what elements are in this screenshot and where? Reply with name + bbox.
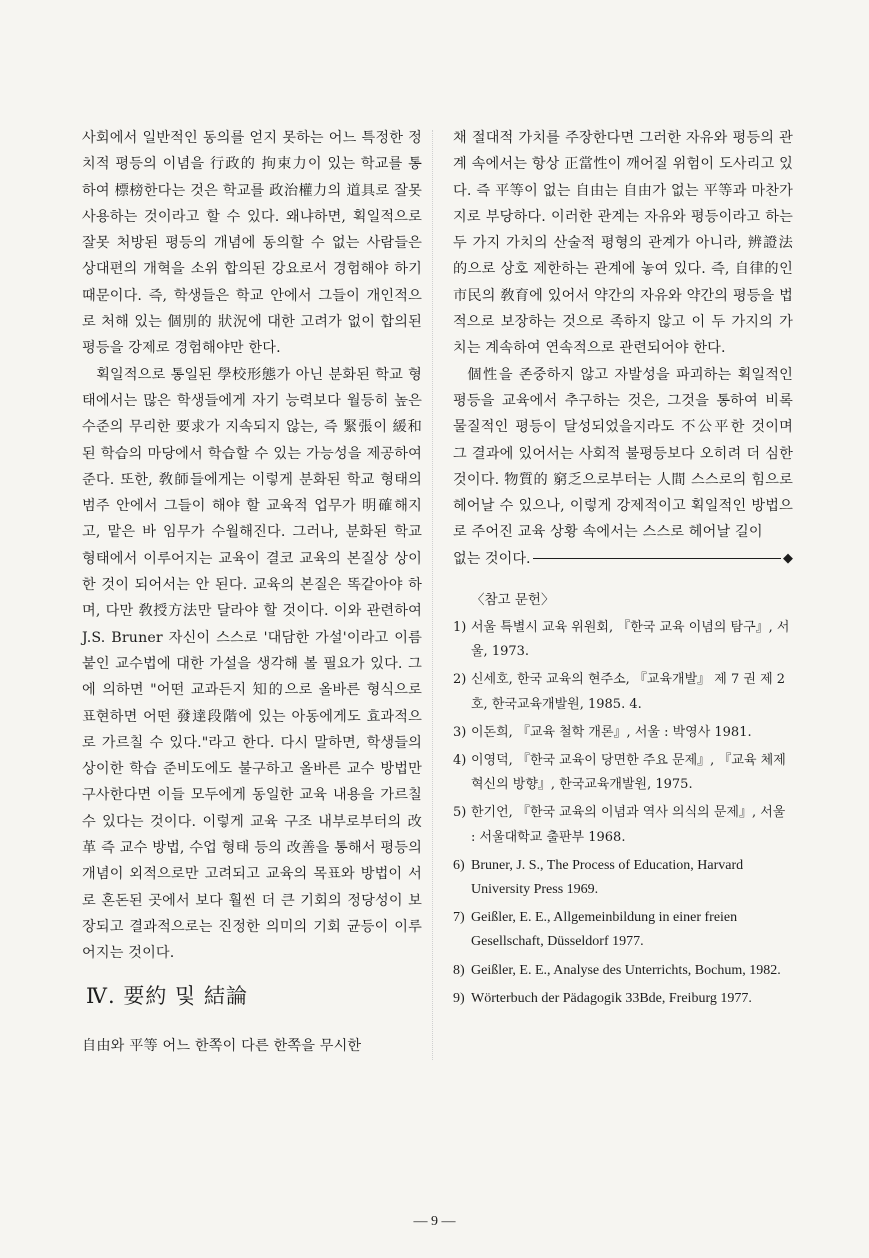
reference-item <box>453 668 793 716</box>
end-mark-icon: ◆ <box>783 551 793 567</box>
right-column <box>453 125 793 1015</box>
last-line-text: 없는 것이다. <box>453 550 531 567</box>
closing-line: 自由와 平等 어느 한쪽이 다른 한쪽을 무시한 <box>82 1037 362 1054</box>
reference-item <box>453 749 793 797</box>
reference-text: Bruner, J. S., The Process of Education, Harvard University Press 1969. <box>471 857 744 898</box>
references-heading: 〈참고 문헌〉 <box>471 592 555 609</box>
body-paragraph-2: 획일적으로 통일된 學校形態가 아닌 분화된 학교 형태에서는 많은 학생들에게 자기 능력보다 월등히 높은 수준의 무리한 要求가 지속되지 않는, 즉 緊張이 緩和된 학습의 마당에서 학습할 수 있는 가능성을 제공하여 준다. 또한, 敎師들에게는 이렇게 분화된 학교 형태의 범주 안에서 그들이 해야 할 교육적 업무가 明確해지고, 맡은 바 임무가 수월해진다. 그러나, 분화된 학교 형태에서 이루어지는 교육이 결코 교육의 본질상 상이한 것이 되어서는 안 된다. 교육의 본질은 똑같아야 하며, 다만 敎授方法만 달라야 할 것이다. 이와 관련하여 J.S. Bruner 자신이 스스로 '대담한 가설'이라고 이름 붙인 교수법에 대한 가설을 생각해 볼 필요가 있다. 그에 의하면 "어떤 교과든지 知的으로 올바른 형식으로 표현하면 어떤 發達段階에 있는 아동에게도 효과적으로 가르칠 수 있다."라고 한다. 다시 말하면, 학생들의 상이한 학습 준비도에도 불구하고 올바른 교수 방법만 구사한다면 이들 모두에게 동일한 교육 내용을 가르칠 수 있다는 것이다. 이렇게 교육 구조 내부로부터의 改革 즉 교수 방법, 수업 형태 등의 改善을 통해서 평등의 개념이 외적으로만 고려되고 교육의 목표와 방법이 서로 혼돈된 곳에서 보다 훨씬 더 큰 기회의 정당성이 보장되고 결과적으로는 진정한 의미의 기회 균등이 이루어지는 것이다. <box>82 366 422 962</box>
reference-text: 서울 특별시 교육 위원회, 『한국 교육 이념의 탐구』, 서울, 1973. <box>471 620 790 660</box>
reference-number: 5) <box>453 805 467 821</box>
reference-item <box>453 616 793 664</box>
reference-text: Geißler, E. E., Analyse des Unterrichts, Bochum, 1982. <box>471 962 781 978</box>
body-paragraph-3: 채 절대적 가치를 주장한다면 그러한 자유와 평등의 관계 속에서는 항상 正當性이 깨어질 위험이 도사리고 있다. 즉 平等이 없는 自由는 自由가 없는 平等과 마찬가지로 부당하다. 이러한 관계는 자유와 평등이라고 하는 두 가지 가치의 산술적 평형의 관계가 아니라, 辨證法的으로 상호 제한하는 관계에 놓여 있다. 즉, 自律的인 市民의 敎育에 있어서 약간의 자유와 약간의 평등을 법적으로 보장하는 것으로 족하지 않고 이 두 가지의 가치는 계속하여 연속적으로 관련되어야 한다. <box>453 130 793 357</box>
reference-number: 2) <box>453 672 467 688</box>
reference-number: 7) <box>453 910 465 926</box>
end-of-article-line <box>453 546 793 572</box>
left-column <box>82 125 422 1059</box>
body-paragraph-1: 사회에서 일반적인 동의를 얻지 못하는 어느 특정한 정치적 평등의 이념을 行政的 拘束力이 있는 학교를 통하여 標榜한다는 것은 학교를 政治權力의 道具로 잘못 사용하는 것이라고 할 수 있다. 왜냐하면, 획일적으로 잘못 처방된 평등의 개념에 동의할 수 없는 사람들은 상대편의 개혁을 소위 합의된 강요로서 경험해야 하기 때문이다. 즉, 학생들은 학교 안에서 그들이 개인적으로 처해 있는 個別的 狀況에 대한 고려가 없이 합의된 평등을 강제로 경험해야만 한다. <box>82 130 422 357</box>
column-divider <box>432 130 433 1060</box>
section-heading: Ⅳ. 要約 및 結論 <box>86 983 248 1008</box>
reference-text: 신세호, 한국 교육의 현주소, 『교육개발』 제 7 권 제 2 호, 한국교육개발원, 1985. 4. <box>471 672 786 712</box>
reference-text: 한기언, 『한국 교육의 이념과 역사 의식의 문제』, 서울 : 서울대학교 출판부 1968. <box>471 805 786 845</box>
page-number: — 9 — <box>413 1214 456 1229</box>
reference-item <box>453 987 793 1011</box>
reference-item <box>453 854 793 902</box>
reference-number: 1) <box>453 620 467 636</box>
reference-text: Wörterbuch der Pädagogik 33Bde, Freiburg 1977. <box>471 990 752 1006</box>
reference-item <box>453 959 793 983</box>
reference-number: 6) <box>453 857 465 873</box>
reference-number: 4) <box>453 753 467 769</box>
reference-text: Geißler, E. E., Allgemeinbildung in einer freien Gesellschaft, Düsseldorf 1977. <box>471 910 738 950</box>
end-rule <box>533 558 781 559</box>
reference-item <box>453 721 793 745</box>
reference-number: 9) <box>453 990 465 1006</box>
reference-item <box>453 906 793 954</box>
reference-number: 8) <box>453 962 465 978</box>
reference-item <box>453 801 793 849</box>
reference-number: 3) <box>453 724 467 740</box>
reference-text: 이돈희, 『교육 철학 개론』, 서울 : 박영사 1981. <box>471 724 752 740</box>
reference-text: 이영덕, 『한국 교육이 당면한 주요 문제』, 『교육 체제 혁신의 방향』, 한국교육개발원, 1975. <box>471 753 786 793</box>
references-list <box>453 616 793 1011</box>
body-paragraph-4: 個性을 존중하지 않고 자발성을 파괴하는 획일적인 평등을 교육에서 추구하는 것은, 그것을 통하여 비록 물질적인 평등이 달성되었을지라도 不公平한 것이며 그 결과에 있어서는 사회적 불평등보다 오히려 더 심한 것이다. 物質的 窮乏으로부터는 人間 스스로의 힘으로 헤어날 수 있으나, 이렇게 강제적이고 획일적인 방법으로 주어진 교육 상황 속에서는 스스로 헤어날 길이 <box>453 366 793 541</box>
